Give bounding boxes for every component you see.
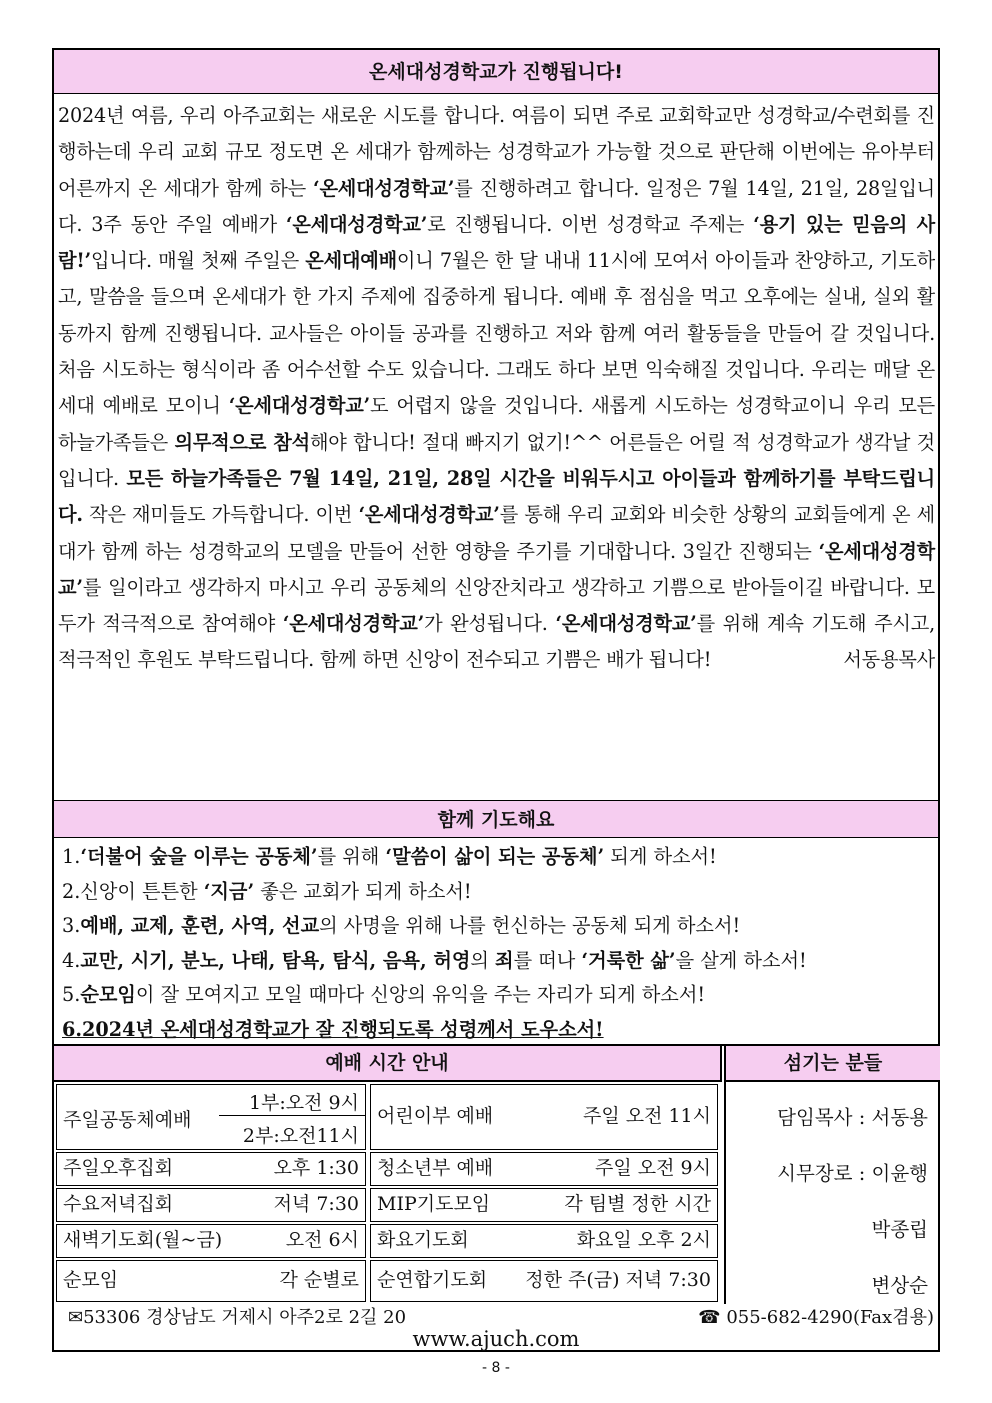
address: ✉53306 경상남도 거제시 아주2로 2길 20 <box>68 1307 407 1328</box>
schedule-name: 어린이부 예배 <box>377 1105 494 1127</box>
schedule-row-sunday <box>56 1084 366 1150</box>
prayer-item-6: 6.2024년 온세대성경학교가 잘 진행되도록 성령께서 도우소서! <box>62 1017 604 1041</box>
schedule-time: 주일 오전 11시 <box>582 1105 711 1127</box>
article-signature: 서동용목사 <box>843 648 935 672</box>
prayer-item-5: 5.순모임이 잘 모여지고 모일 때마다 신앙의 유익을 주는 자리가 되게 하소서! <box>62 983 706 1006</box>
schedule-row <box>56 1224 366 1258</box>
schedule-time: 1부:오전 9시 <box>248 1092 359 1114</box>
schedule-row <box>56 1152 366 1186</box>
staff-elder: 박종립 <box>871 1218 928 1241</box>
schedule-time: 정한 주(금) 저녁 7:30 <box>525 1269 711 1291</box>
prayer-item-3: 3.예배, 교제, 훈련, 사역, 선교의 사명을 위해 나를 헌신하는 공동체 되게 하소서! <box>62 914 741 937</box>
schedule-name: 수요저녁집회 <box>63 1193 174 1215</box>
prayer-title: 함께 기도해요 <box>54 800 938 838</box>
phone: ☎ 055-682-4290(Fax겸용) <box>698 1307 934 1328</box>
schedule-time: 화요일 오후 2시 <box>576 1229 711 1251</box>
schedule-row <box>370 1152 718 1186</box>
schedule-time: 각 팀별 정한 시간 <box>564 1193 711 1215</box>
schedule-row <box>56 1260 366 1302</box>
schedule-name: 화요기도회 <box>377 1229 469 1251</box>
schedule-name: 주일공동체예배 <box>63 1109 192 1131</box>
bulletin-page <box>52 48 940 1352</box>
mail-icon: ✉ <box>68 1307 84 1328</box>
website-link[interactable]: www.ajuch.com <box>412 1327 580 1351</box>
schedule-row <box>56 1188 366 1222</box>
schedule-name: 순모임 <box>63 1269 119 1291</box>
schedule-row <box>370 1084 718 1150</box>
schedule-time: 저녁 7:30 <box>273 1193 359 1215</box>
schedule-name: 청소년부 예배 <box>377 1157 494 1179</box>
schedule-name: 새벽기도회(월~금) <box>63 1229 223 1251</box>
schedule-section <box>54 1044 938 1306</box>
staff-title: 섬기는 분들 <box>724 1046 940 1082</box>
schedule-title: 예배 시간 안내 <box>54 1046 722 1082</box>
schedule-row <box>370 1260 718 1302</box>
schedule-time: 각 순별로 <box>279 1269 359 1291</box>
phone-icon: ☎ <box>698 1307 727 1328</box>
article-body: 2024년 여름, 우리 아주교회는 새로운 시도를 합니다. 여름이 되면 주로 교회학교만 성경학교/수련회를 진행하는데 우리 교회 규모 정도면 온 세대가 함께하는 성경학교가 가능할 것으로 판단해 이번에는 유아부터 어른까지 온 세대가 함께 하는 ‘온세대성경학교’를 진행하려고 합니다. 일정은 7월 14일, 21일, 28일입니다. 3주 동안 주일 예배가 ‘온세대성경학교’로 진행됩니다. 이번 성경학교 주제는 ‘용기 있는 믿음의 사람!’입니다. 매월 첫째 주일은 온세대예배이니 7월은 한 달 내내 11시에 모여서 아이들과 찬양하고, 기도하고, 말씀을 들으며 온세대가 한 가지 주제에 집중하게 됩니다. 예배 후 점심을 먹고 오후에는 실내, 실외 활동까지 함께 진행됩니다. 교사들은 아이들 공과를 진행하고 저와 함께 여러 활동들을 만들어 갈 것입니다. 처음 시도하는 형식이라 좀 어수선할 수도 있습니다. 그래도 하다 보면 익숙해질 것입니다. 우리는 매달 온세대 예배로 모이니 ‘온세대성경학교’도 어렵지 않을 것입니다. 새롭게 시도하는 성경학교이니 우리 모든 하늘가족들은 의무적으로 참석해야 합니다! 절대 빠지기 없기!^^ 어른들은 어릴 적 성경학교가 생각날 것입니다. 모든 하늘가족들은 7월 14일, 21일, 28일 시간을 비워두시고 아이들과 함께하기를 부탁드립니다. 작은 재미들도 가득합니다. 이번 ‘온세대성경학교’를 통해 우리 교회와 비슷한 상황의 교회들에게 온 세대가 함께 하는 성경학교의 모델을 만들어 선한 영향을 주기를 기대합니다. 3일간 진행되는 ‘온세대성경학교’를 일이라고 생각하지 마시고 우리 공동체의 신앙잔치라고 생각하고 기쁨으로 받아들이길 바랍니다. 모두가 적극적으로 참여해야 ‘온세대성경학교’가 완성됩니다. ‘온세대성경학교’를 위해 계속 기도해 주시고, 적극적인 후원도 부탁드립니다. 함께 하면 신앙이 전수되고 기쁨은 배가 됩니다! 서동용목사 <box>58 98 935 679</box>
page-number: - 8 - <box>482 1360 510 1376</box>
prayer-list <box>62 840 932 1047</box>
staff-elder: 시무장로 : 이윤행 <box>777 1162 928 1185</box>
prayer-item-4: 4.교만, 시기, 분노, 나태, 탐욕, 탐식, 음욕, 허영의 죄를 떠나 ‘거룩한 삶’을 살게 하소서! <box>62 948 807 972</box>
schedule-time: 주일 오전 9시 <box>595 1157 711 1179</box>
prayer-item-2: 2.신앙이 튼튼한 ‘지금’ 좋은 교회가 되게 하소서! <box>62 879 472 903</box>
schedule-name: 주일오후집회 <box>63 1157 174 1179</box>
prayer-item-1: 1.‘더불어 숲을 이루는 공동체’를 위해 ‘말씀이 삶이 되는 공동체’ 되게 하소서! <box>62 845 717 868</box>
schedule-time: 2부:오전11시 <box>242 1125 359 1147</box>
schedule-row <box>370 1224 718 1258</box>
schedule-row <box>370 1188 718 1222</box>
schedule-name: 순연합기도회 <box>377 1269 488 1291</box>
schedule-time: 오전 6시 <box>285 1229 359 1251</box>
staff-pastor: 담임목사 : 서동용 <box>777 1106 928 1129</box>
article-title: 온세대성경학교가 진행됩니다! <box>54 50 938 94</box>
schedule-time: 오후 1:30 <box>273 1157 359 1179</box>
staff-elder: 변상순 <box>871 1274 928 1297</box>
schedule-name: MIP기도모임 <box>377 1193 491 1215</box>
staff-list <box>724 1082 940 1304</box>
